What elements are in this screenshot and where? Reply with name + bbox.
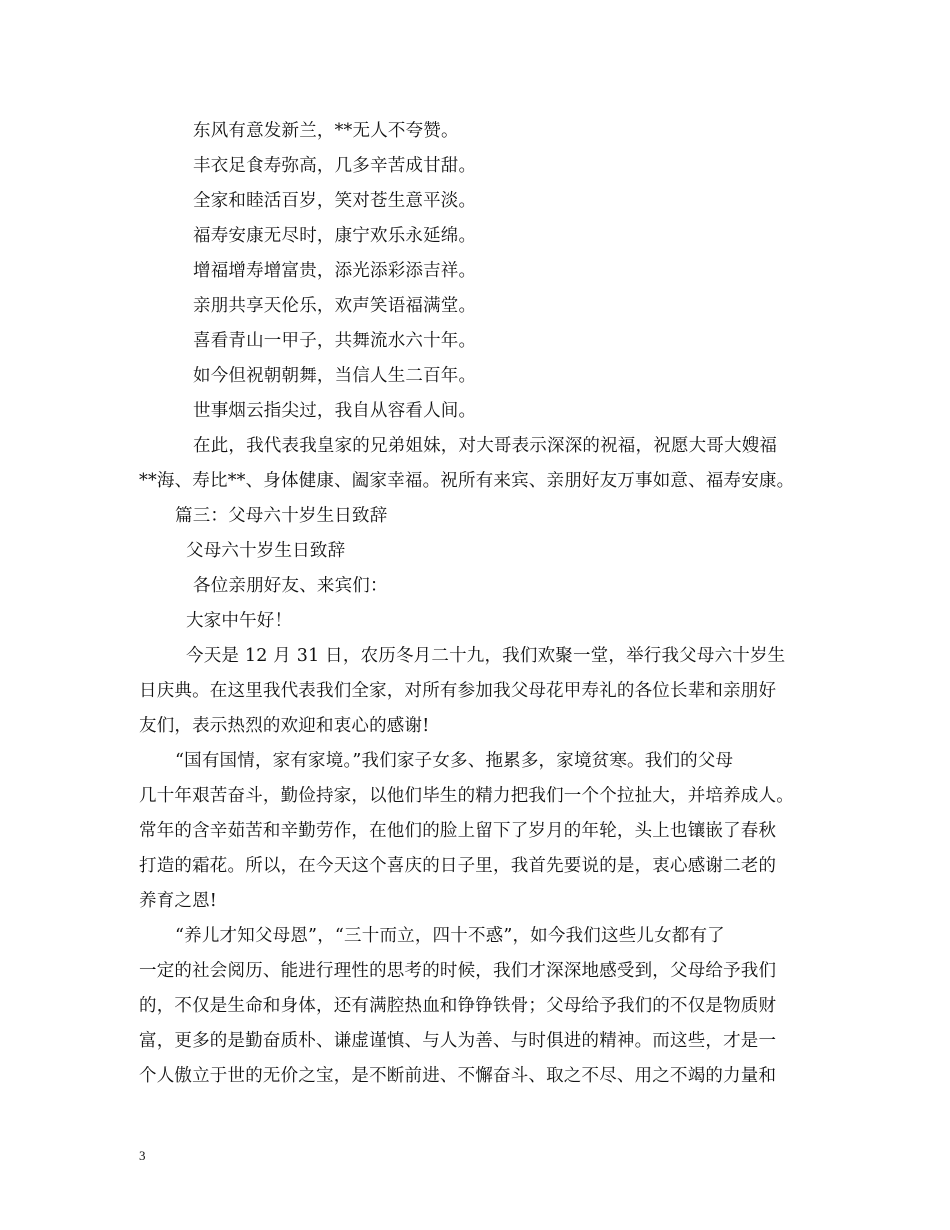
paragraph-line: **海、寿比**、身体健康、阖家幸福。祝所有来宾、亲朋好友万事如意、福寿安康。 bbox=[139, 471, 795, 491]
poem-line: 世事烟云指尖过，我自从容看人间。 bbox=[193, 401, 477, 421]
paragraph-line: 今天是 12 月 31 日，农历冬月二十九，我们欢聚一堂，举行我父母六十岁生 bbox=[186, 646, 786, 666]
poem-line: 福寿安康无尽时，康宁欢乐永延绵。 bbox=[193, 226, 477, 246]
page-number: 3 bbox=[139, 1148, 146, 1163]
paragraph-line: 的，不仅是生命和身体，还有满腔热血和铮铮铁骨；父母给予我们的不仅是物质财 bbox=[139, 996, 777, 1016]
paragraph-line: 几十年艰苦奋斗，勤俭持家，以他们毕生的精力把我们一个个拉扯大，并培养成人。 bbox=[139, 786, 794, 806]
paragraph-line: 养育之恩! bbox=[139, 891, 218, 911]
speech-title: 父母六十岁生日致辞 bbox=[186, 541, 346, 561]
section-heading: 篇三：父母六十岁生日致辞 bbox=[175, 506, 388, 526]
poem-line: 丰衣足食寿弥高，几多辛苦成甘甜。 bbox=[193, 156, 477, 176]
poem-line: 如今但祝朝朝舞，当信人生二百年。 bbox=[193, 366, 477, 386]
paragraph-line: 常年的含辛茹苦和辛勤劳作，在他们的脸上留下了岁月的年轮，头上也镶嵌了春秋 bbox=[139, 821, 777, 841]
paragraph-line: 富，更多的是勤奋质朴、谦虚谨慎、与人为善、与时俱进的精神。而这些，才是一 bbox=[139, 1031, 777, 1051]
poem-line: 增福增寿增富贵，添光添彩添吉祥。 bbox=[193, 261, 477, 281]
paragraph-line: “国有国情，家有家境。”我们家子女多、拖累多，家境贫寒。我们的父母 bbox=[175, 751, 734, 771]
paragraph-line: 一定的社会阅历、能进行理性的思考的时候，我们才深深地感受到，父母给予我们 bbox=[139, 961, 777, 981]
paragraph-line: 在此，我代表我皇家的兄弟姐妹，对大哥表示深深的祝福，祝愿大哥大嫂福 bbox=[193, 436, 778, 456]
poem-line: 全家和睦活百岁，笑对苍生意平淡。 bbox=[193, 191, 477, 211]
paragraph-line: “养儿才知父母恩”，“三十而立，四十不惑”，如今我们这些儿女都有了 bbox=[175, 926, 725, 946]
poem-line: 亲朋共享天伦乐，欢声笑语福满堂。 bbox=[193, 296, 477, 316]
greeting: 大家中午好！ bbox=[186, 611, 293, 631]
paragraph-line: 个人傲立于世的无价之宝，是不断前进、不懈奋斗、取之不尽、用之不竭的力量和 bbox=[139, 1066, 777, 1086]
salutation: 各位亲朋好友、来宾们： bbox=[193, 576, 388, 596]
poem-line: 喜看青山一甲子，共舞流水六十年。 bbox=[193, 331, 477, 351]
paragraph-line: 友们，表示热烈的欢迎和衷心的感谢! bbox=[139, 716, 430, 736]
paragraph-line: 日庆典。在这里我代表我们全家，对所有参加我父母花甲寿礼的各位长辈和亲朋好 bbox=[139, 681, 777, 701]
paragraph-line: 打造的霜花。所以，在今天这个喜庆的日子里，我首先要说的是，衷心感谢二老的 bbox=[139, 856, 777, 876]
poem-line: 东风有意发新兰，**无人不夸赞。 bbox=[193, 121, 459, 141]
